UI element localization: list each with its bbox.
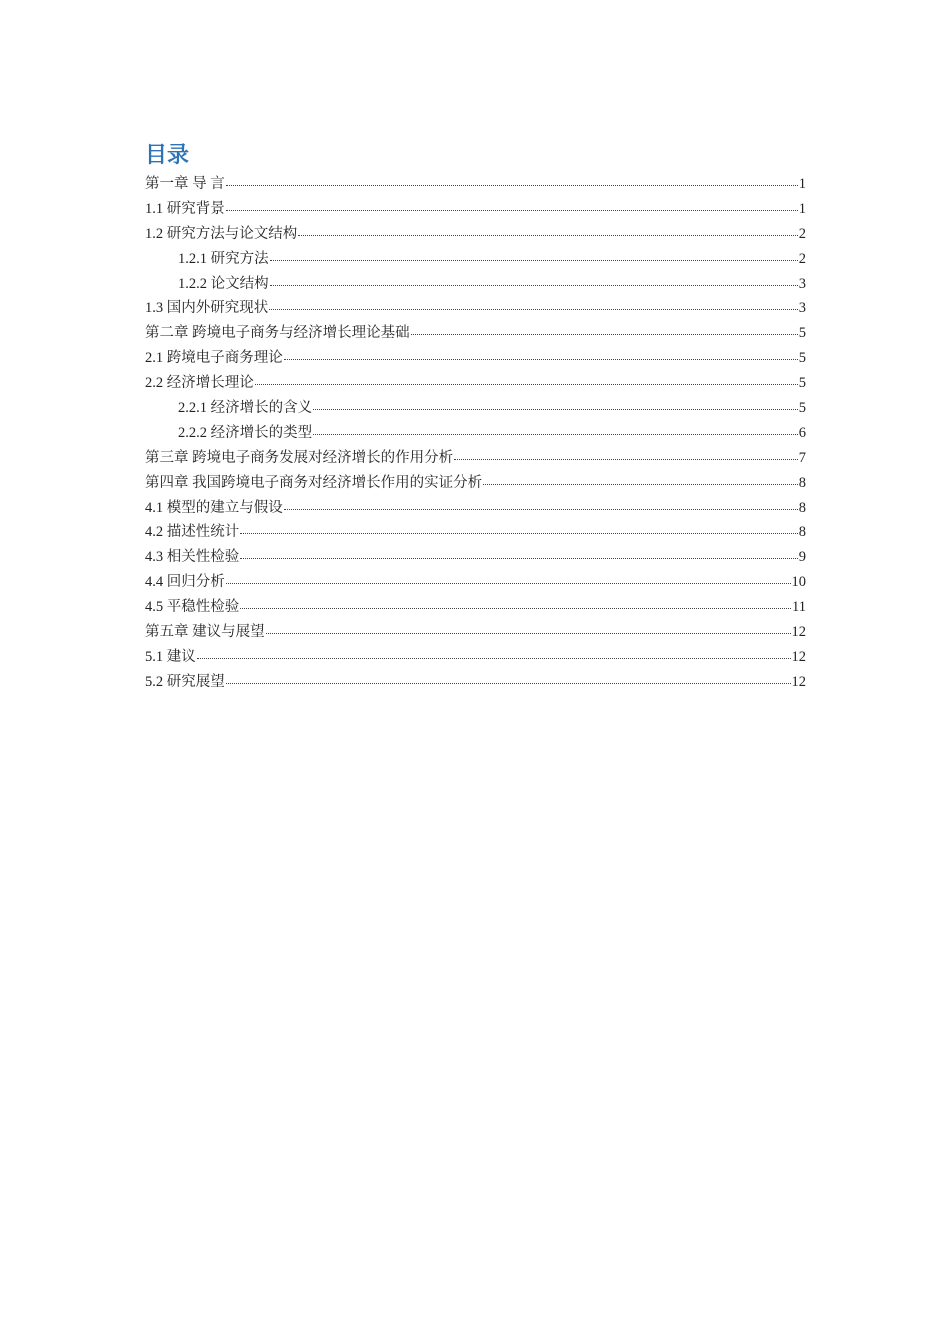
- toc-entry-title: 1.2.1 研究方法: [178, 250, 269, 267]
- toc-dot-leader: [240, 557, 798, 559]
- toc-entry-page-number: 3: [798, 300, 806, 317]
- toc-list: [145, 172, 806, 695]
- toc-entry[interactable]: [145, 471, 806, 496]
- toc-entry[interactable]: [145, 396, 806, 421]
- toc-dot-leader: [226, 184, 798, 186]
- toc-entry[interactable]: [145, 371, 806, 396]
- toc-entry[interactable]: [145, 296, 806, 321]
- toc-entry[interactable]: [145, 172, 806, 197]
- toc-entry-page-number: 5: [798, 375, 806, 392]
- toc-entry-title: 1.2.2 论文结构: [178, 275, 269, 292]
- toc-dot-leader: [298, 234, 798, 236]
- toc-entry-title: 2.2.1 经济增长的含义: [178, 400, 313, 417]
- toc-entry-page-number: 5: [798, 325, 806, 342]
- toc-entry-title: 1.3 国内外研究现状: [145, 300, 269, 317]
- toc-dot-leader: [270, 259, 798, 261]
- toc-entry-page-number: 8: [798, 499, 806, 516]
- toc-dot-leader: [270, 284, 798, 286]
- toc-entry-page-number: 12: [791, 624, 806, 641]
- toc-entry[interactable]: [145, 321, 806, 346]
- toc-entry[interactable]: [145, 222, 806, 247]
- table-of-contents: [145, 140, 806, 695]
- toc-dot-leader: [255, 383, 798, 385]
- toc-dot-leader: [411, 333, 798, 335]
- toc-dot-leader: [226, 682, 791, 684]
- toc-entry-page-number: 6: [798, 424, 806, 441]
- toc-entry-title: 第二章 跨境电子商务与经济增长理论基础: [145, 325, 410, 342]
- toc-entry-title: 4.1 模型的建立与假设: [145, 499, 283, 516]
- toc-entry-title: 1.1 研究背景: [145, 200, 225, 217]
- toc-entry[interactable]: [145, 545, 806, 570]
- toc-entry[interactable]: [145, 446, 806, 471]
- toc-dot-leader: [284, 358, 798, 360]
- toc-entry-title: 2.1 跨境电子商务理论: [145, 350, 283, 367]
- toc-dot-leader: [454, 458, 798, 460]
- toc-entry-title: 第一章 导 言: [145, 176, 225, 192]
- toc-entry-title: 5.1 建议: [145, 648, 196, 665]
- toc-entry[interactable]: [145, 670, 806, 695]
- toc-entry-page-number: 5: [798, 400, 806, 417]
- toc-entry-page-number: 5: [798, 350, 806, 367]
- toc-dot-leader: [240, 532, 798, 534]
- toc-dot-leader: [313, 433, 798, 435]
- toc-entry-page-number: 1: [798, 200, 806, 217]
- toc-entry-page-number: 12: [791, 673, 806, 690]
- toc-entry[interactable]: [145, 197, 806, 222]
- toc-entry-title: 第五章 建议与展望: [145, 624, 265, 641]
- toc-entry[interactable]: [145, 645, 806, 670]
- toc-entry[interactable]: [145, 272, 806, 297]
- toc-entry-title: 4.4 回归分析: [145, 574, 225, 591]
- toc-entry[interactable]: [145, 520, 806, 545]
- toc-entry-title: 2.2 经济增长理论: [145, 375, 254, 392]
- toc-title: 目录: [145, 143, 190, 168]
- toc-dot-leader: [313, 408, 798, 410]
- toc-entry-page-number: 11: [792, 599, 806, 616]
- toc-dot-leader: [197, 657, 791, 659]
- toc-entry-page-number: 9: [798, 549, 806, 566]
- toc-entry-title: 4.3 相关性检验: [145, 549, 240, 566]
- toc-entry-title: 4.5 平稳性检验: [145, 599, 240, 616]
- toc-dot-leader: [240, 607, 791, 609]
- toc-entry[interactable]: [145, 247, 806, 272]
- toc-dot-leader: [284, 508, 798, 510]
- toc-dot-leader: [226, 209, 798, 211]
- toc-entry-page-number: 1: [798, 176, 806, 192]
- toc-dot-leader: [269, 308, 798, 310]
- toc-entry-title: 第四章 我国跨境电子商务对经济增长作用的实证分析: [145, 474, 483, 491]
- toc-entry-page-number: 7: [798, 449, 806, 466]
- toc-entry[interactable]: [145, 595, 806, 620]
- toc-entry-title: 5.2 研究展望: [145, 673, 225, 690]
- toc-entry-title: 4.2 描述性统计: [145, 524, 240, 541]
- toc-entry[interactable]: [145, 570, 806, 595]
- toc-entry-page-number: 2: [798, 225, 806, 242]
- toc-dot-leader: [226, 582, 791, 584]
- toc-entry-page-number: 3: [798, 275, 806, 292]
- toc-entry[interactable]: [145, 421, 806, 446]
- toc-entry-title: 1.2 研究方法与论文结构: [145, 225, 298, 242]
- toc-entry-page-number: 8: [798, 474, 806, 491]
- toc-dot-leader: [483, 483, 798, 485]
- toc-entry-page-number: 12: [791, 648, 806, 665]
- toc-entry-title: 2.2.2 经济增长的类型: [178, 424, 313, 441]
- toc-entry-page-number: 8: [798, 524, 806, 541]
- toc-entry[interactable]: [145, 620, 806, 645]
- toc-entry-page-number: 10: [791, 574, 806, 591]
- toc-entry-title: 第三章 跨境电子商务发展对经济增长的作用分析: [145, 449, 454, 466]
- toc-entry-page-number: 2: [798, 250, 806, 267]
- toc-entry[interactable]: [145, 496, 806, 521]
- toc-entry[interactable]: [145, 346, 806, 371]
- toc-dot-leader: [266, 632, 791, 634]
